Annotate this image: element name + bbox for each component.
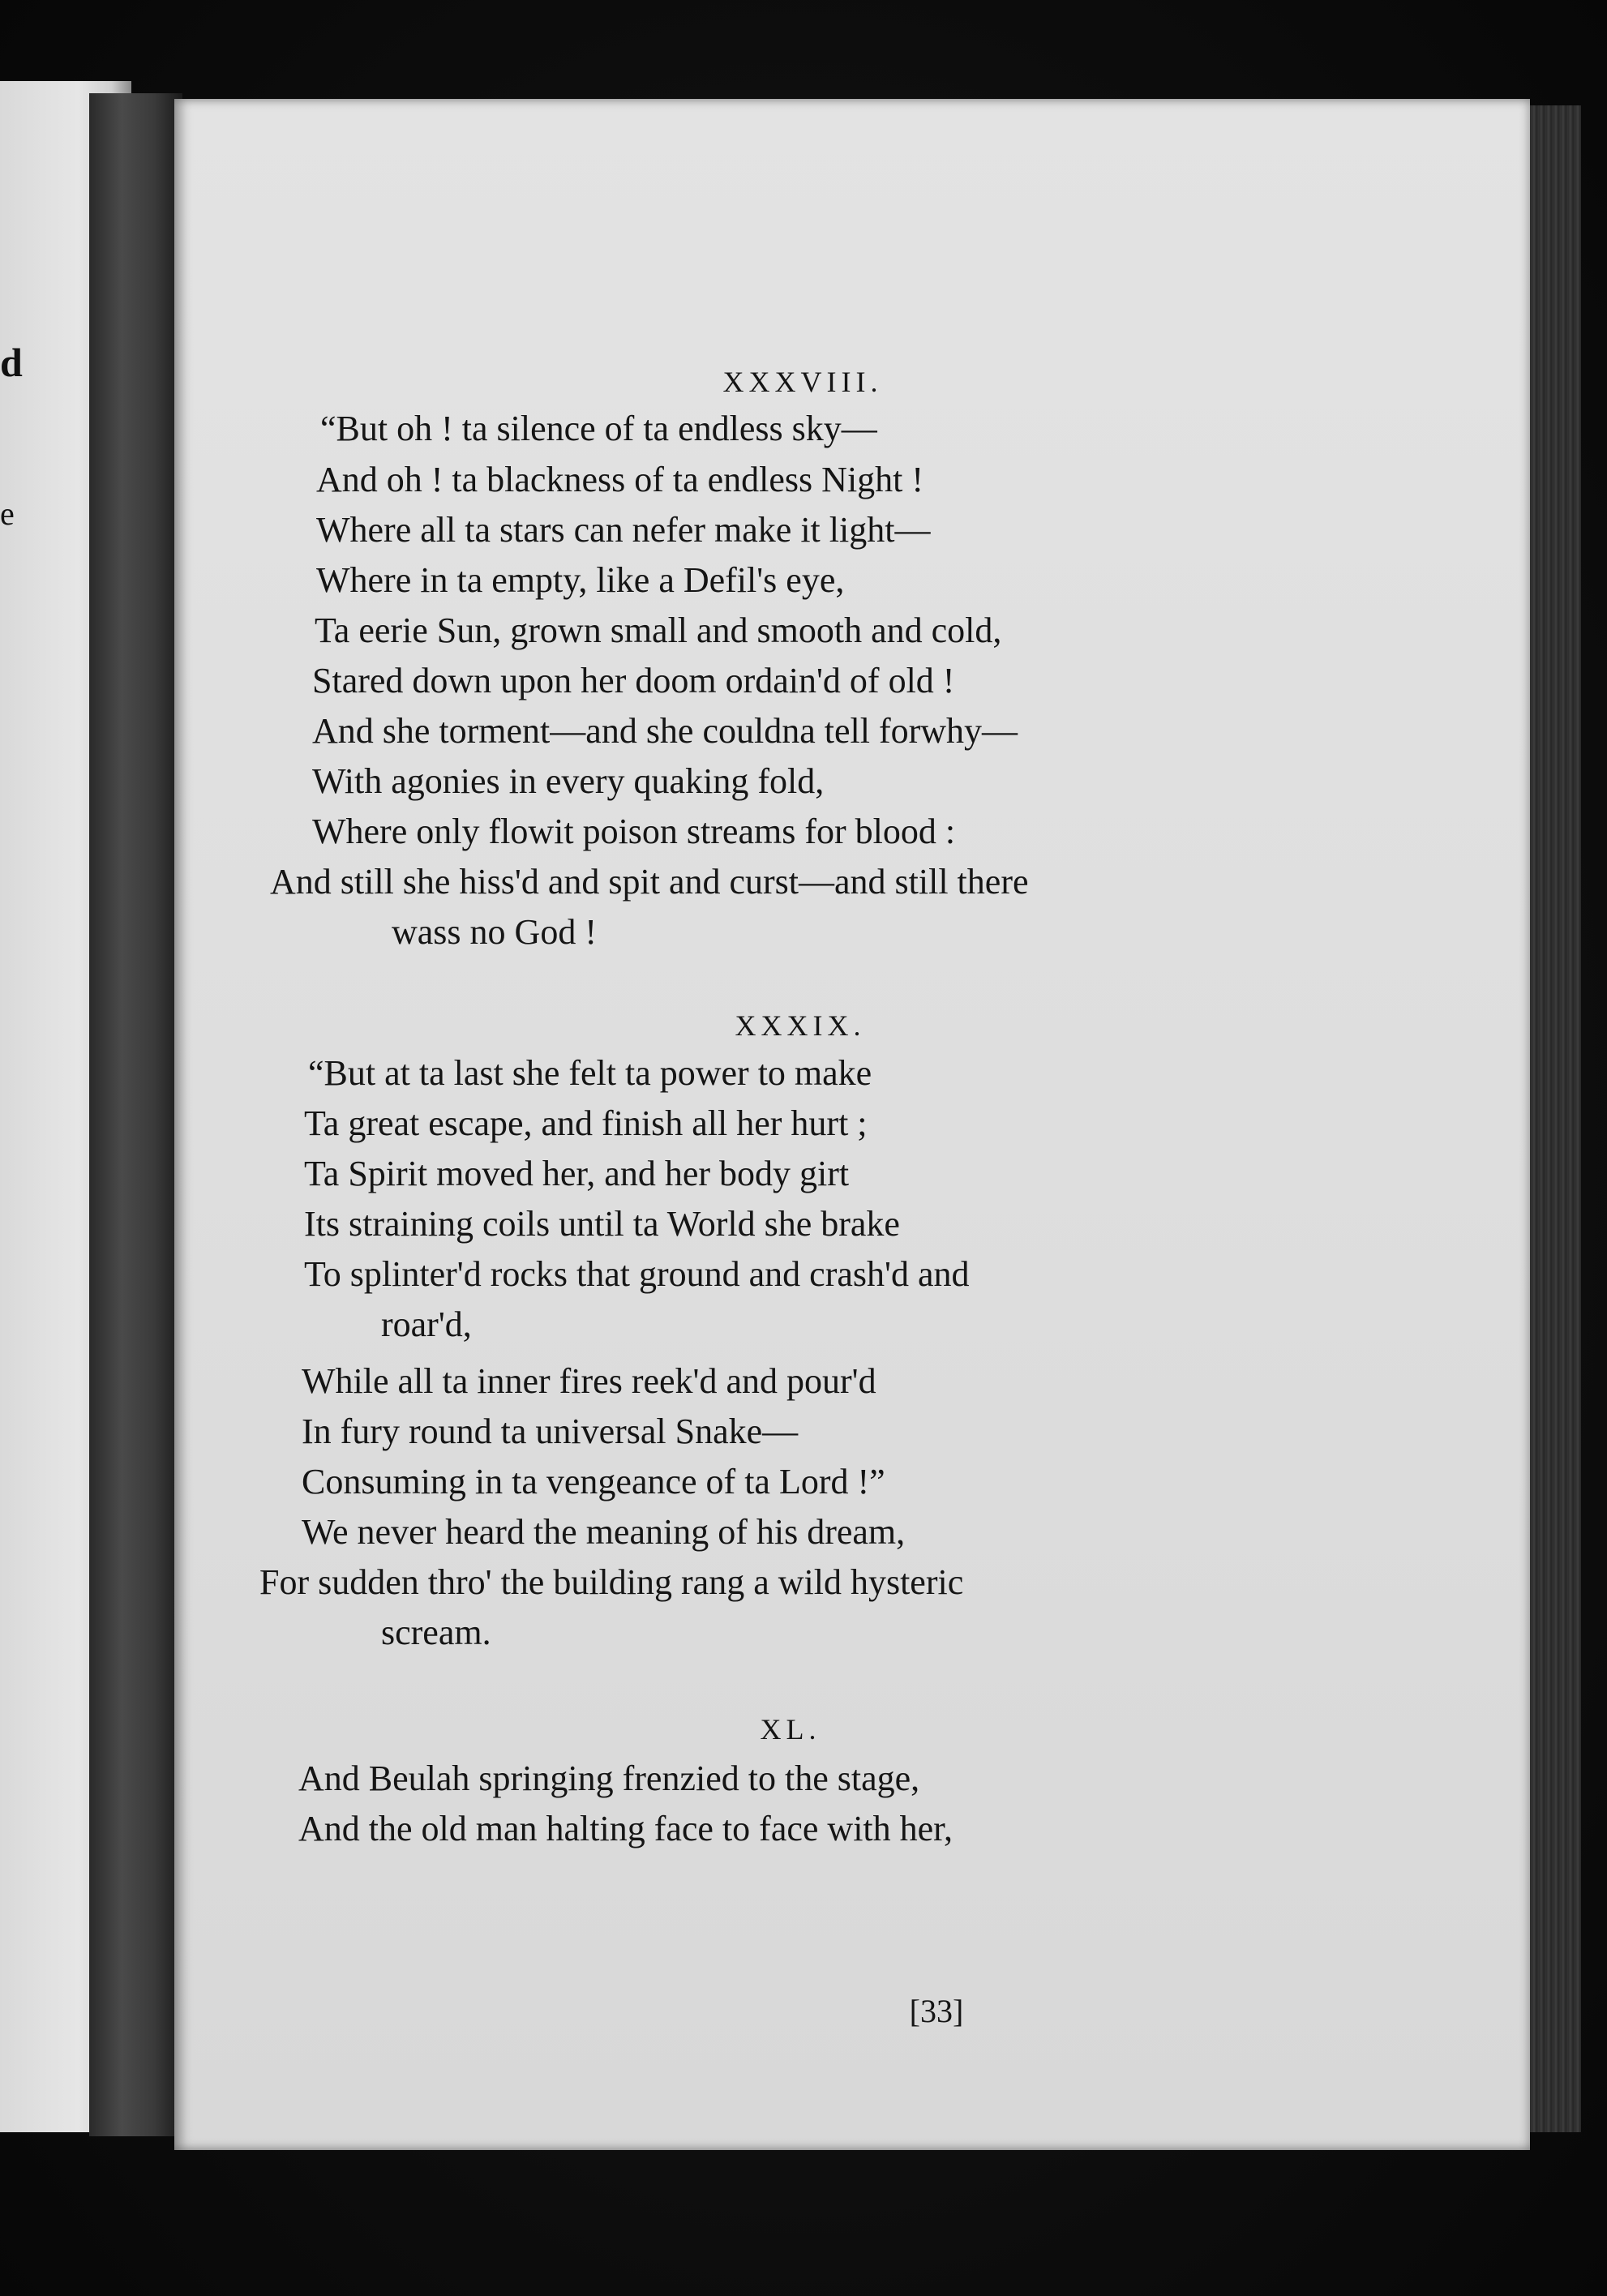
poem-line: To splinter'd rocks that ground and crash'd and [304, 1254, 970, 1294]
stanza-heading: XXXVIII. [722, 366, 883, 398]
poem-line: Where all ta stars can nefer make it light— [316, 510, 931, 550]
page-number: [33] [909, 1993, 964, 2029]
poem-line-continuation: roar'd, [381, 1304, 472, 1344]
facing-page-fragment: d [0, 340, 23, 385]
poem-line: Where in ta empty, like a Defil's eye, [316, 560, 845, 600]
poem-line: Ta great escape, and finish all her hurt ; [304, 1103, 868, 1143]
poem-line: Consuming in ta vengeance of ta Lord !” [302, 1462, 885, 1501]
poem-line: “But at ta last she felt ta power to make [308, 1053, 872, 1093]
poem-line-continuation: wass no God ! [392, 912, 597, 952]
poem-line: Stared down upon her doom ordain'd of old ! [312, 661, 955, 700]
poem-line: With agonies in every quaking fold, [312, 761, 825, 801]
poem-line: In fury round ta universal Snake— [302, 1411, 799, 1451]
poem-line: For sudden thro' the building rang a wild hysteric [259, 1562, 964, 1602]
poem-line-continuation: scream. [381, 1613, 491, 1652]
poem-line: While all ta inner fires reek'd and pour'd [302, 1361, 876, 1401]
poem-line: And oh ! ta blackness of ta endless Night ! [316, 460, 924, 499]
facing-page-fragment: e [0, 495, 15, 532]
page-stack-edge [1524, 105, 1581, 2132]
poem-line: And she torment—and she couldna tell forwhy— [312, 711, 1018, 751]
poem-line: Ta eerie Sun, grown small and smooth and cold, [315, 610, 1002, 650]
poem-line: We never heard the meaning of his dream, [302, 1512, 906, 1552]
poem-line: Where only flowit poison streams for blood : [312, 812, 956, 851]
poem-line: Ta Spirit moved her, and her body girt [304, 1154, 850, 1193]
poem-line: And the old man halting face to face with her, [298, 1809, 953, 1848]
book-gutter [89, 93, 182, 2136]
stanza-heading: XL. [760, 1713, 821, 1746]
poem-line: And Beulah springing frenzied to the stage, [298, 1758, 920, 1798]
stanza-heading: XXXIX. [735, 1009, 866, 1042]
poem-line: Its straining coils until ta World she brake [304, 1204, 900, 1244]
poem-line: And still she hiss'd and spit and curst—and still there [270, 862, 1029, 902]
book-page [174, 99, 1530, 2150]
poem-line: “But oh ! ta silence of ta endless sky— [320, 409, 877, 448]
